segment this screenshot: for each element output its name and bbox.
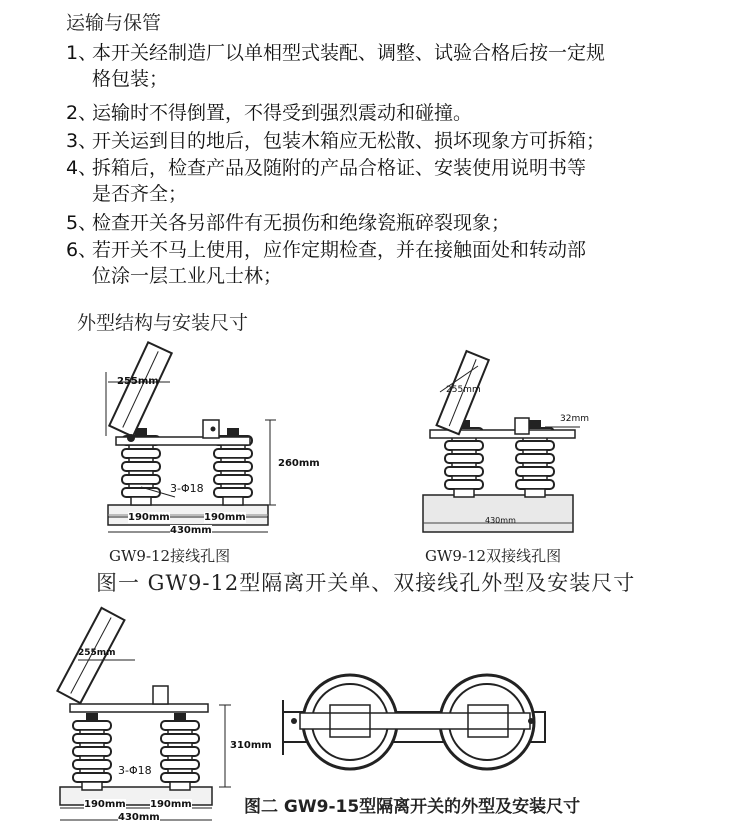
fig1-right-caption: GW9-12双接线孔图 [425,547,562,565]
item-text: 拆箱后，检查产品及随附的产品合格证、安装使用说明书等 [92,157,587,179]
fig1-left-caption: GW9-12接线孔图 [109,547,231,565]
fig1-right-blade-dimension: 255mm [446,385,481,395]
item-text: 检查开关各另部件有无损伤和绝缘瓷瓶碎裂现象； [92,212,511,234]
item-text-continued: 位涂一层工业凡士林； [92,265,283,287]
conductor-bar [116,437,250,445]
fig1-left-hole-spec: 3-Φ18 [170,482,204,495]
base-frame [423,495,573,532]
item-text: 若开关不马上使用，应作定期检查，并在接触面处和转动部 [92,239,587,261]
fig1-left-blade-dimension: 255mm [117,376,159,387]
item-text-continued: 格包装； [92,68,169,90]
structure-section-title: 外型结构与安装尺寸 [77,312,249,334]
fig2-left-spacing-a: 190mm [84,799,126,810]
fig1-right-total-width: 430mm [485,516,516,525]
item-number: 6、 [66,239,98,261]
static-contact [153,686,168,704]
fig1-caption: 图一 GW9-12型隔离开关单、双接线孔外型及安装尺寸 [96,571,636,595]
static-contact [515,418,529,434]
item-number: 4、 [66,157,98,179]
fig1-left-spacing-b: 190mm [204,512,246,523]
item-number: 5、 [66,212,98,234]
transport-section-title: 运输与保管 [66,12,162,34]
fig1-right-drawing [423,351,580,532]
conductor-bar [70,704,208,712]
fig2-right-drawing [283,675,545,769]
item-text: 运输时不得倒置，不得受到强烈震动和碰撞。 [92,102,473,124]
fig1-left-total-width: 430mm [170,525,212,536]
blade [109,342,171,436]
item-number: 1、 [66,42,98,64]
fig1-left-drawing [106,342,276,532]
fig2-left-hole-spec: 3-Φ18 [118,764,152,777]
blade-top-view [300,713,530,729]
insulator-left [73,713,111,790]
fig2-left-blade-dimension: 255mm [78,648,116,658]
fig2-caption: 图二 GW9-15型隔离开关的外型及安装尺寸 [244,797,581,817]
fig1-right-pad-dimension: 32mm [560,414,589,424]
fig2-left-total-width: 430mm [118,812,160,823]
item-text: 开关运到目的地后，包装木箱应无松散、损坏现象方可拆箱； [92,130,606,152]
fig1-left-height-dimension: 260mm [278,458,320,469]
item-text-continued: 是否齐全； [92,183,188,205]
fig2-left-spacing-b: 190mm [150,799,192,810]
item-number: 2、 [66,102,98,124]
fig2-left-height-dimension: 310mm [230,740,272,751]
fig1-left-spacing-a: 190mm [128,512,170,523]
item-number: 3、 [66,130,98,152]
item-text: 本开关经制造厂以单相型式装配、调整、试验合格后按一定规 [92,42,606,64]
fig2-left-drawing [57,608,231,820]
insulator-right [161,713,199,790]
